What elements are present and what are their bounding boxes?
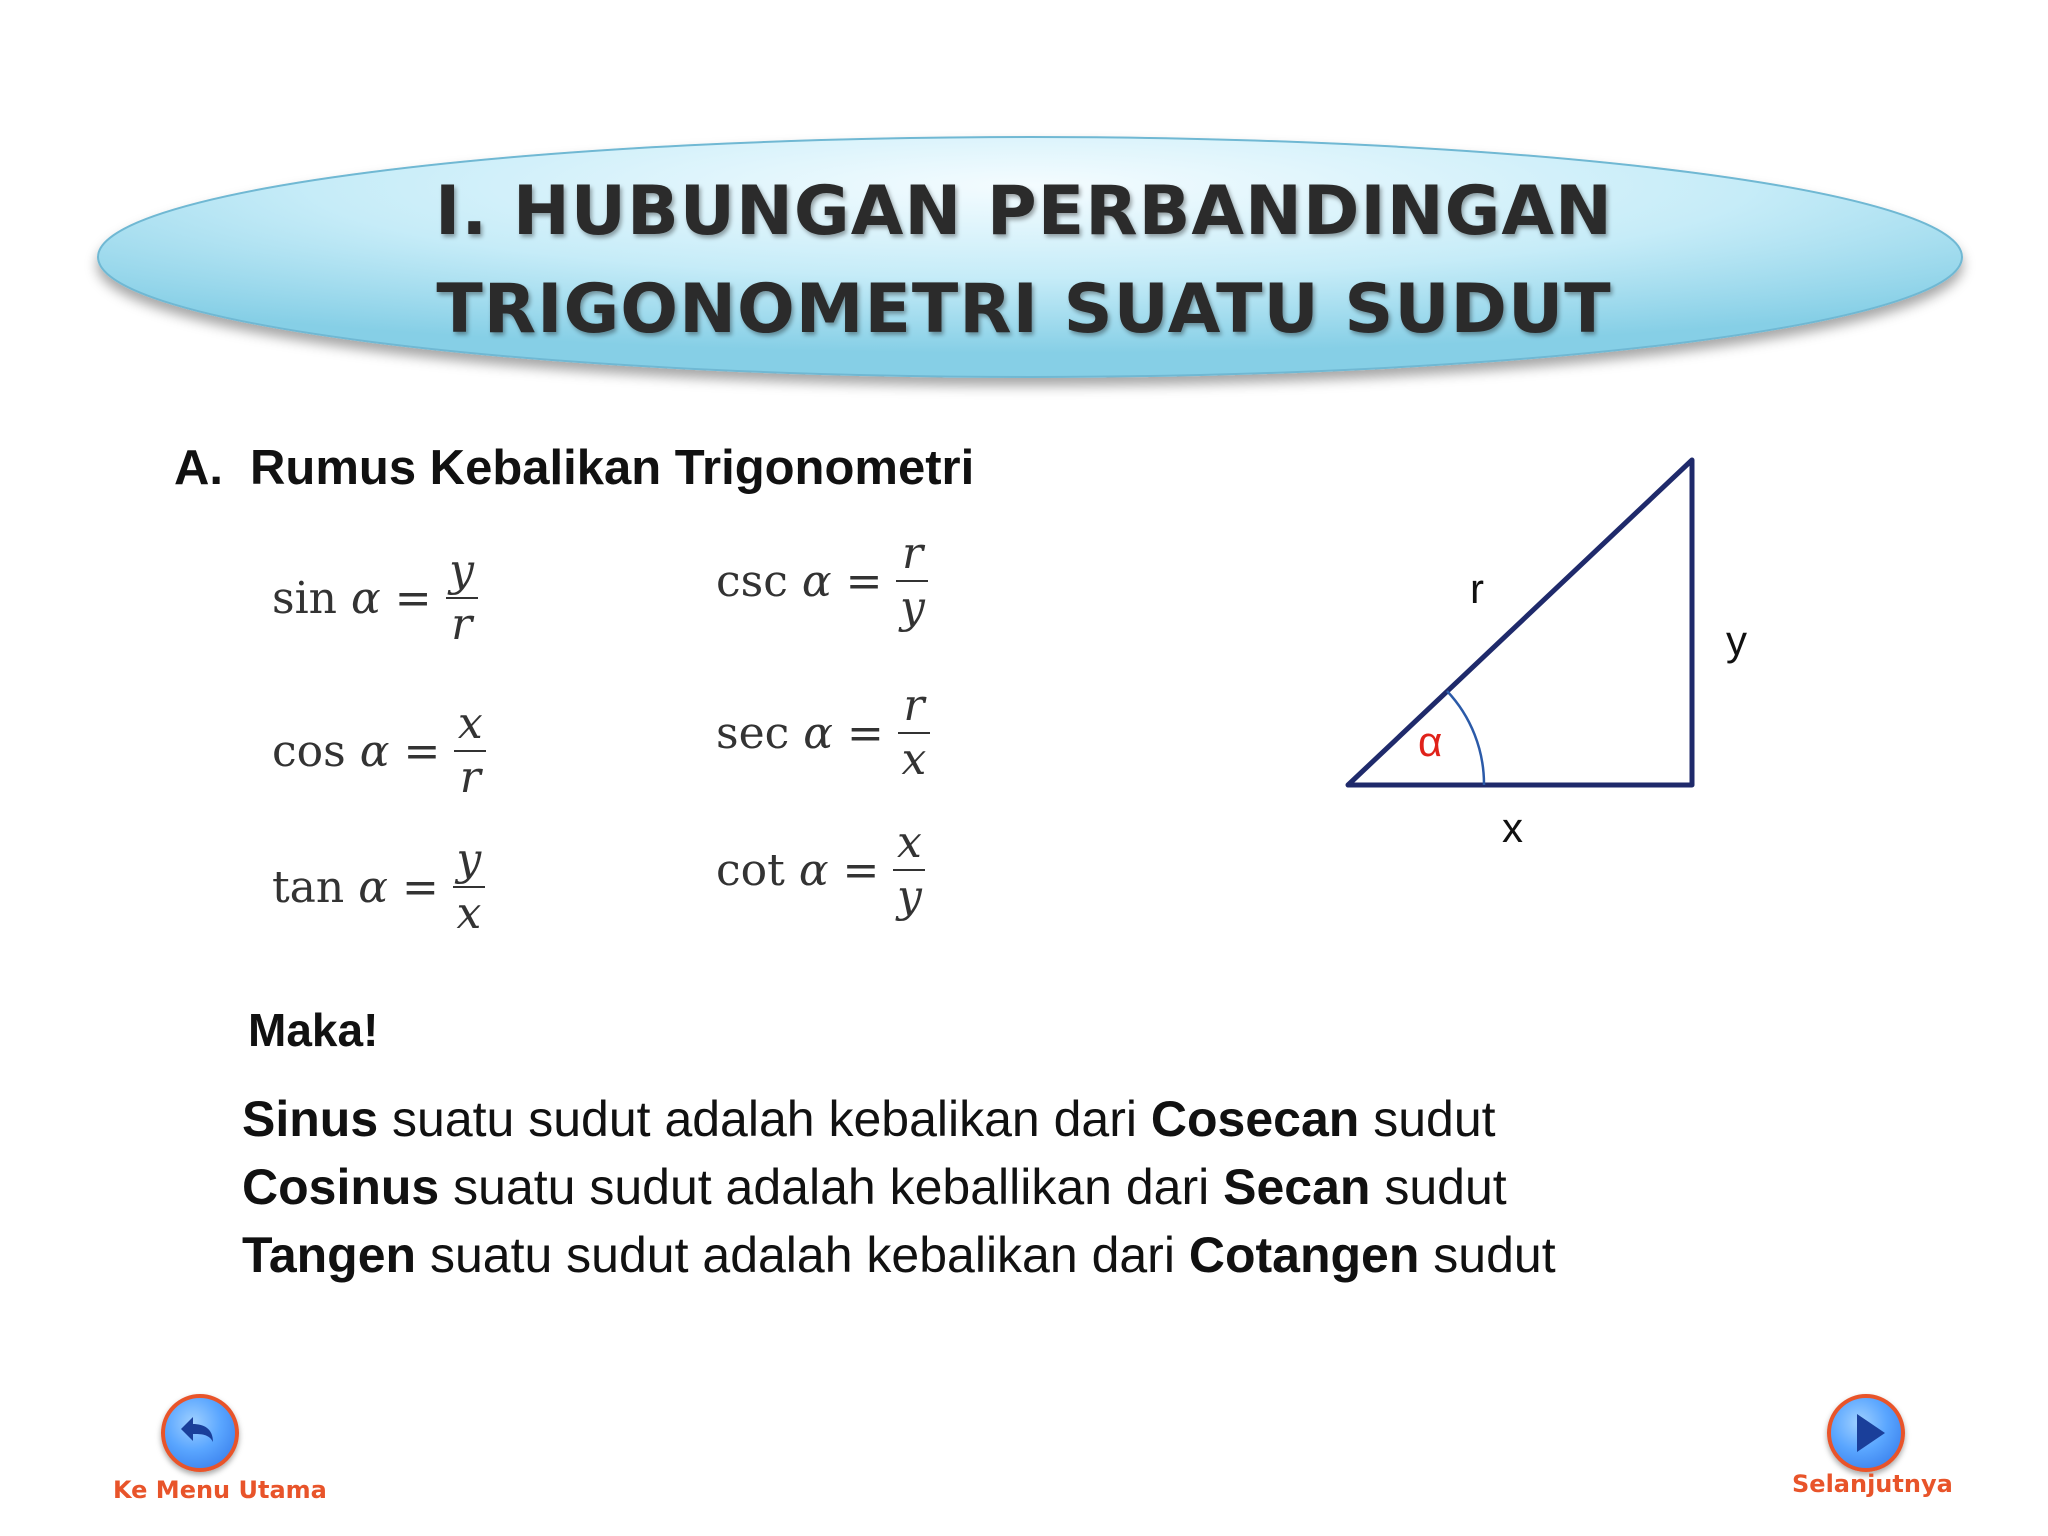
fraction: $\frac{r}{y}$ — [896, 528, 928, 634]
angle-arc — [1447, 691, 1484, 785]
return-arrow-icon — [165, 1398, 235, 1468]
section-heading-text: Rumus Kebalikan Trigonometri — [250, 441, 975, 495]
next-label[interactable]: Selanjutnya — [1792, 1470, 1953, 1498]
formula-tan: tan α = $\frac{y}{x}$ — [272, 834, 485, 940]
maka-label: Maka! — [248, 1004, 379, 1056]
opposite-label: y — [1726, 617, 1747, 664]
formula-cot: cot α = $\frac{x}{y}$ — [716, 817, 925, 923]
hypotenuse-label: r — [1470, 565, 1484, 612]
adjacent-label: x — [1502, 804, 1523, 851]
formula-sin: sin α = $\frac{y}{r}$ — [272, 545, 478, 651]
back-to-menu-button[interactable] — [161, 1394, 239, 1472]
next-button[interactable] — [1827, 1394, 1905, 1472]
formula-sec: sec α = $\frac{r}{x}$ — [716, 680, 930, 786]
formula-cos: cos α = $\frac{x}{r}$ — [272, 698, 486, 804]
section-heading — [174, 440, 974, 496]
page-title-line-1: I. HUBUNGAN PERBANDINGAN — [435, 172, 1613, 251]
play-triangle-icon — [1831, 1398, 1901, 1468]
fraction: $\frac{x}{y}$ — [893, 817, 925, 923]
statement-tangen: Tangen suatu sudut adalah kebalikan dari Cotangen sudut — [242, 1227, 1556, 1283]
right-triangle-diagram — [1320, 440, 1760, 860]
section-number: A. — [174, 441, 223, 495]
statement-cosinus: Cosinus suatu sudut adalah keballikan dari Secan sudut — [242, 1159, 1507, 1215]
fraction: $\frac{y}{r}$ — [446, 545, 478, 651]
fraction: $\frac{r}{x}$ — [898, 680, 930, 786]
statement-sinus: Sinus suatu sudut adalah kebalikan dari Cosecan sudut — [242, 1091, 1496, 1147]
back-to-menu-label[interactable]: Ke Menu Utama — [113, 1476, 327, 1504]
triangle-shape — [1348, 460, 1692, 785]
fraction: $\frac{x}{r}$ — [454, 698, 486, 804]
fraction: $\frac{y}{x}$ — [453, 834, 485, 940]
page-title-line-2: TRIGONOMETRI SUATU SUDUT — [436, 270, 1612, 349]
formula-csc: csc α = $\frac{r}{y}$ — [716, 528, 928, 634]
angle-alpha-label: α — [1418, 718, 1443, 765]
